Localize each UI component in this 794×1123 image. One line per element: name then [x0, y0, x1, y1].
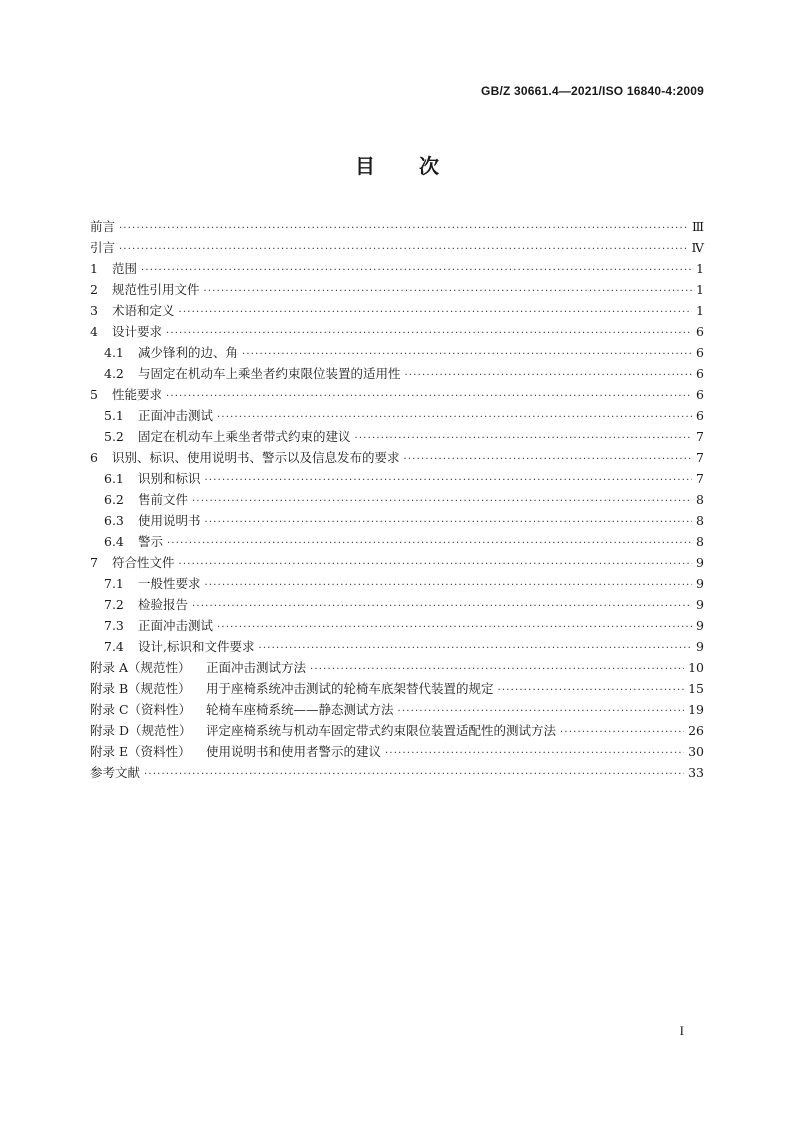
- toc-page: 7: [696, 450, 704, 465]
- toc-page: 9: [696, 639, 704, 654]
- toc-annex-number: 附录 B（规范性）: [90, 681, 191, 696]
- leader-dots: [398, 701, 685, 722]
- leader-dots: [258, 638, 692, 659]
- toc-entry-5-1[interactable]: [90, 405, 704, 426]
- toc-number: 6.1: [104, 471, 124, 486]
- toc-page: 8: [696, 534, 704, 549]
- toc-entry-annex-b[interactable]: [90, 678, 704, 699]
- toc-label: 性能要求: [112, 387, 163, 402]
- toc-number: 7.3: [104, 618, 124, 633]
- toc-label: 减少锋利的边、角: [138, 345, 239, 360]
- toc-number: 6.4: [104, 534, 124, 549]
- toc-label: 使用说明书: [138, 513, 201, 528]
- leader-dots: [166, 323, 692, 344]
- leader-dots: [144, 764, 684, 785]
- leader-dots: [205, 470, 692, 491]
- toc-number: 7.1: [104, 576, 124, 591]
- toc-label: 轮椅车座椅系统——静态测试方法: [206, 702, 394, 717]
- toc-label: 一般性要求: [138, 576, 201, 591]
- toc-page: 1: [696, 282, 704, 297]
- toc-number: 4.1: [104, 345, 124, 360]
- toc-page: 26: [688, 723, 704, 738]
- leader-dots: [192, 596, 692, 617]
- leader-dots: [217, 407, 692, 428]
- toc-page: 19: [688, 702, 704, 717]
- leader-dots: [355, 428, 692, 449]
- toc-number: 5.1: [104, 408, 124, 423]
- toc-entry-section-4[interactable]: [90, 321, 704, 342]
- toc-page: 6: [696, 387, 704, 402]
- table-of-contents: [90, 216, 704, 783]
- toc-number: 7.2: [104, 597, 124, 612]
- toc-label: 使用说明书和使用者警示的建议: [206, 744, 382, 759]
- toc-entry-5-2[interactable]: [90, 426, 704, 447]
- toc-entry-section-7[interactable]: [90, 552, 704, 573]
- toc-label: 识别、标识、使用说明书、警示以及信息发布的要求: [112, 450, 400, 465]
- toc-number: 7: [90, 555, 98, 570]
- toc-page: 8: [696, 513, 704, 528]
- toc-page: Ⅳ: [691, 240, 704, 255]
- toc-number: 6.2: [104, 492, 124, 507]
- toc-number: 3: [90, 303, 98, 318]
- toc-label: 与固定在机动车上乘坐者约束限位装置的适用性: [138, 366, 401, 381]
- toc-page: 33: [688, 765, 704, 780]
- toc-annex-number: 附录 A（规范性）: [90, 660, 191, 675]
- toc-label: 正面冲击测试: [138, 408, 214, 423]
- toc-page: 9: [696, 576, 704, 591]
- leader-dots: [405, 365, 692, 386]
- toc-entry-section-1[interactable]: [90, 258, 704, 279]
- toc-page: 30: [688, 744, 704, 759]
- leader-dots: [167, 533, 692, 554]
- toc-page: 10: [688, 660, 704, 675]
- toc-entry-6-1[interactable]: [90, 468, 704, 489]
- toc-label: 评定座椅系统与机动车固定带式约束限位装置适配性的测试方法: [206, 723, 557, 738]
- toc-page: 9: [696, 555, 704, 570]
- leader-dots: [404, 449, 692, 470]
- leader-dots: [560, 722, 684, 743]
- toc-label: 售前文件: [138, 492, 189, 507]
- toc-number: 5.2: [104, 429, 124, 444]
- toc-annex-number: 附录 D（规范性）: [90, 723, 192, 738]
- toc-number: 5: [90, 387, 98, 402]
- leader-dots: [385, 743, 684, 764]
- toc-entry-4-1[interactable]: [90, 342, 704, 363]
- toc-number: 4.2: [104, 366, 124, 381]
- toc-page: 1: [696, 303, 704, 318]
- toc-number: 1: [90, 261, 98, 276]
- toc-number: 6.3: [104, 513, 124, 528]
- toc-label: 规范性引用文件: [112, 282, 200, 297]
- toc-label: 引言: [90, 240, 116, 255]
- toc-label: 检验报告: [138, 597, 189, 612]
- toc-label: 正面冲击测试: [138, 618, 214, 633]
- leader-dots: [192, 491, 692, 512]
- toc-label: 范围: [112, 261, 138, 276]
- leader-dots: [204, 281, 692, 302]
- leader-dots: [310, 659, 684, 680]
- title-char-2: 次: [419, 154, 439, 178]
- title-char-1: 目: [355, 154, 375, 178]
- leader-dots: [217, 617, 692, 638]
- page-title: [0, 150, 794, 179]
- toc-number: 6: [90, 450, 98, 465]
- leader-dots: [498, 680, 685, 701]
- toc-label: 固定在机动车上乘坐者带式约束的建议: [138, 429, 351, 444]
- leader-dots: [242, 344, 692, 365]
- toc-number: 7.4: [104, 639, 124, 654]
- toc-number: 4: [90, 324, 98, 339]
- toc-entry-7-4[interactable]: [90, 636, 704, 657]
- toc-label: 设计要求: [112, 324, 163, 339]
- toc-page: Ⅲ: [691, 219, 704, 234]
- toc-page: 9: [696, 597, 704, 612]
- toc-page: 7: [696, 429, 704, 444]
- leader-dots: [179, 302, 692, 323]
- toc-entry-annex-e[interactable]: [90, 741, 704, 762]
- toc-page: 6: [696, 324, 704, 339]
- toc-entry-annex-d[interactable]: [90, 720, 704, 741]
- toc-page: 6: [696, 345, 704, 360]
- toc-page: 6: [696, 366, 704, 381]
- leader-dots: [166, 386, 692, 407]
- toc-entry-section-3[interactable]: [90, 300, 704, 321]
- toc-label: 符合性文件: [112, 555, 175, 570]
- toc-label: 用于座椅系统冲击测试的轮椅车底架替代装置的规定: [206, 681, 494, 696]
- toc-label: 设计,标识和文件要求: [138, 639, 255, 654]
- toc-annex-number: 附录 E（资料性）: [90, 744, 191, 759]
- leader-dots: [179, 554, 692, 575]
- leader-dots: [141, 260, 692, 281]
- toc-page: 6: [696, 408, 704, 423]
- toc-entry-7-1[interactable]: [90, 573, 704, 594]
- toc-entry-annex-c[interactable]: [90, 699, 704, 720]
- toc-entry-section-5[interactable]: [90, 384, 704, 405]
- leader-dots: [119, 218, 688, 239]
- toc-entry-section-6[interactable]: [90, 447, 704, 468]
- leader-dots: [205, 575, 692, 596]
- toc-entry-bibliography[interactable]: [90, 762, 704, 783]
- toc-page: 1: [696, 261, 704, 276]
- standard-code: GB/Z 30661.4—2021/ISO 16840-4:2009: [481, 84, 704, 98]
- toc-label: 正面冲击测试方法: [206, 660, 307, 675]
- toc-number: 2: [90, 282, 98, 297]
- toc-entry-6-2[interactable]: [90, 489, 704, 510]
- toc-entry-6-3[interactable]: [90, 510, 704, 531]
- leader-dots: [205, 512, 692, 533]
- toc-page: 8: [696, 492, 704, 507]
- page-number: I: [679, 1023, 684, 1038]
- leader-dots: [119, 239, 687, 260]
- toc-entry-6-4[interactable]: [90, 531, 704, 552]
- toc-label: 警示: [138, 534, 164, 549]
- toc-entry-section-2[interactable]: [90, 279, 704, 300]
- toc-page: 9: [696, 618, 704, 633]
- toc-entry-7-3[interactable]: [90, 615, 704, 636]
- toc-entry-7-2[interactable]: [90, 594, 704, 615]
- toc-entry-foreword[interactable]: [90, 216, 704, 237]
- toc-label: 前言: [90, 219, 116, 234]
- toc-label: 识别和标识: [138, 471, 201, 486]
- toc-page: 7: [696, 471, 704, 486]
- toc-entry-introduction[interactable]: [90, 237, 704, 258]
- toc-annex-number: 附录 C（资料性）: [90, 702, 192, 717]
- toc-entry-annex-a[interactable]: [90, 657, 704, 678]
- toc-page: 15: [688, 681, 704, 696]
- toc-label: 术语和定义: [112, 303, 175, 318]
- toc-entry-4-2[interactable]: [90, 363, 704, 384]
- toc-label: 参考文献: [90, 765, 141, 780]
